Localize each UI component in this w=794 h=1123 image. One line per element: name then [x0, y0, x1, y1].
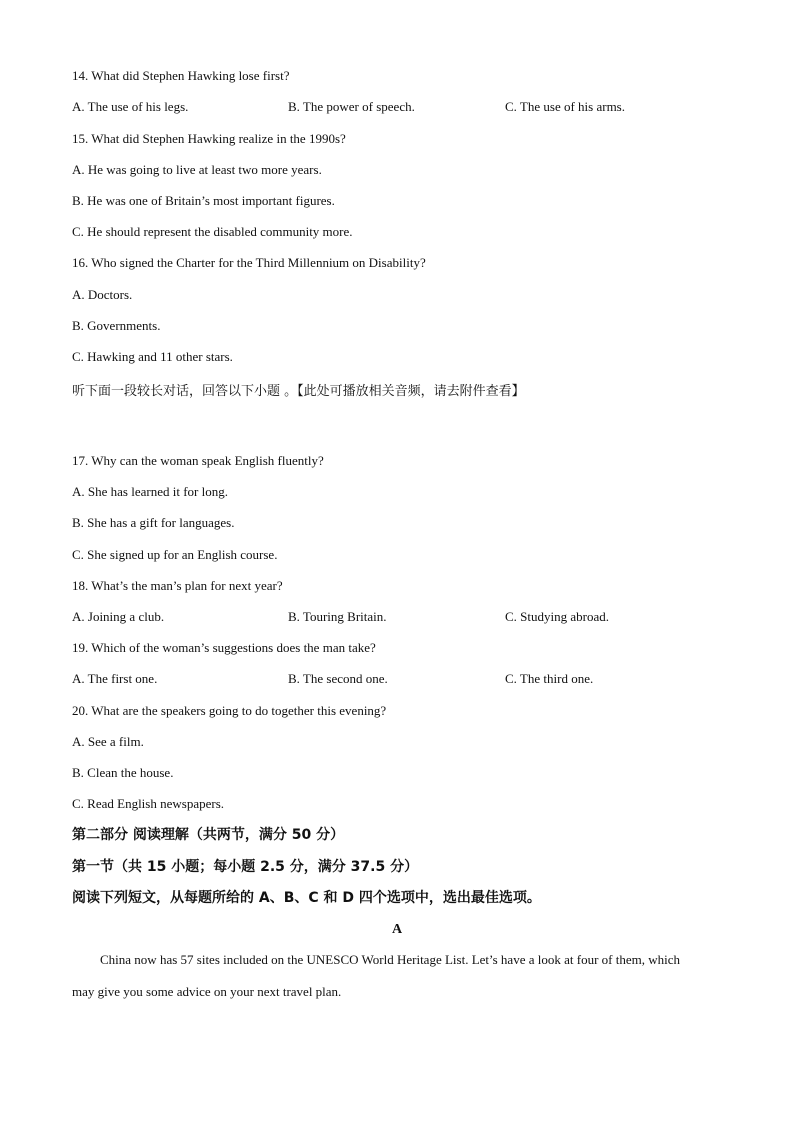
option-a: A. He was going to live at least two more years. — [72, 162, 322, 177]
question-17: 17. Why can the woman speak English fluently? — [72, 453, 324, 468]
option-a: A. Doctors. — [72, 287, 133, 302]
question-14: 14. What did Stephen Hawking lose first? — [72, 68, 290, 83]
question-19-options — [72, 671, 722, 687]
reading-instruction: 阅读下列短文，从每题所给的 A、B、C 和 D 四个选项中，选出最佳选项。 — [72, 890, 541, 906]
question-20: 20. What are the speakers going to do together this evening? — [72, 703, 387, 718]
option-a: A. The use of his legs. — [72, 99, 189, 114]
option-c: C. He should represent the disabled community more. — [72, 224, 353, 239]
option-b: B. The power of speech. — [288, 99, 415, 114]
option-a: A. See a film. — [72, 734, 144, 749]
option-b: B. He was one of Britain’s most important figures. — [72, 193, 335, 208]
option-b: B. She has a gift for languages. — [72, 515, 235, 530]
passage-label: A — [391, 922, 403, 937]
option-a: A. The first one. — [72, 671, 158, 686]
question-15: 15. What did Stephen Hawking realize in the 1990s? — [72, 131, 346, 146]
option-b: B. The second one. — [288, 671, 388, 686]
question-18-options — [72, 609, 722, 625]
question-16: 16. Who signed the Charter for the Third Millennium on Disability? — [72, 255, 426, 270]
option-b: B. Touring Britain. — [288, 609, 387, 624]
option-a: A. Joining a club. — [72, 609, 165, 624]
option-c: C. Read English newspapers. — [72, 796, 225, 811]
question-19: 19. Which of the woman’s suggestions does the man take? — [72, 640, 376, 655]
listening-instruction: 听下面一段较长对话，回答以下小题 。【此处可播放相关音频，请去附件查看】 — [72, 384, 525, 399]
option-c: C. Hawking and 11 other stars. — [72, 349, 233, 364]
option-c: C. Studying abroad. — [505, 609, 609, 624]
option-b: B. Governments. — [72, 318, 161, 333]
option-c: C. The third one. — [505, 671, 594, 686]
option-c: C. The use of his arms. — [505, 99, 625, 114]
question-14-options — [72, 99, 722, 115]
question-18: 18. What’s the man’s plan for next year? — [72, 578, 283, 593]
option-a: A. She has learned it for long. — [72, 484, 228, 499]
option-b: B. Clean the house. — [72, 765, 174, 780]
section1-title: 第一节（共 15 小题；每小题 2.5 分，满分 37.5 分） — [72, 859, 419, 875]
option-c: C. She signed up for an English course. — [72, 547, 278, 562]
passage-paragraph: China now has 57 sites included on the UNESCO World Heritage List. Let’s have a look at four of them, which may give you some advice on your next travel plan. — [72, 952, 680, 999]
part2-title: 第二部分 阅读理解（共两节，满分 50 分） — [72, 827, 345, 843]
